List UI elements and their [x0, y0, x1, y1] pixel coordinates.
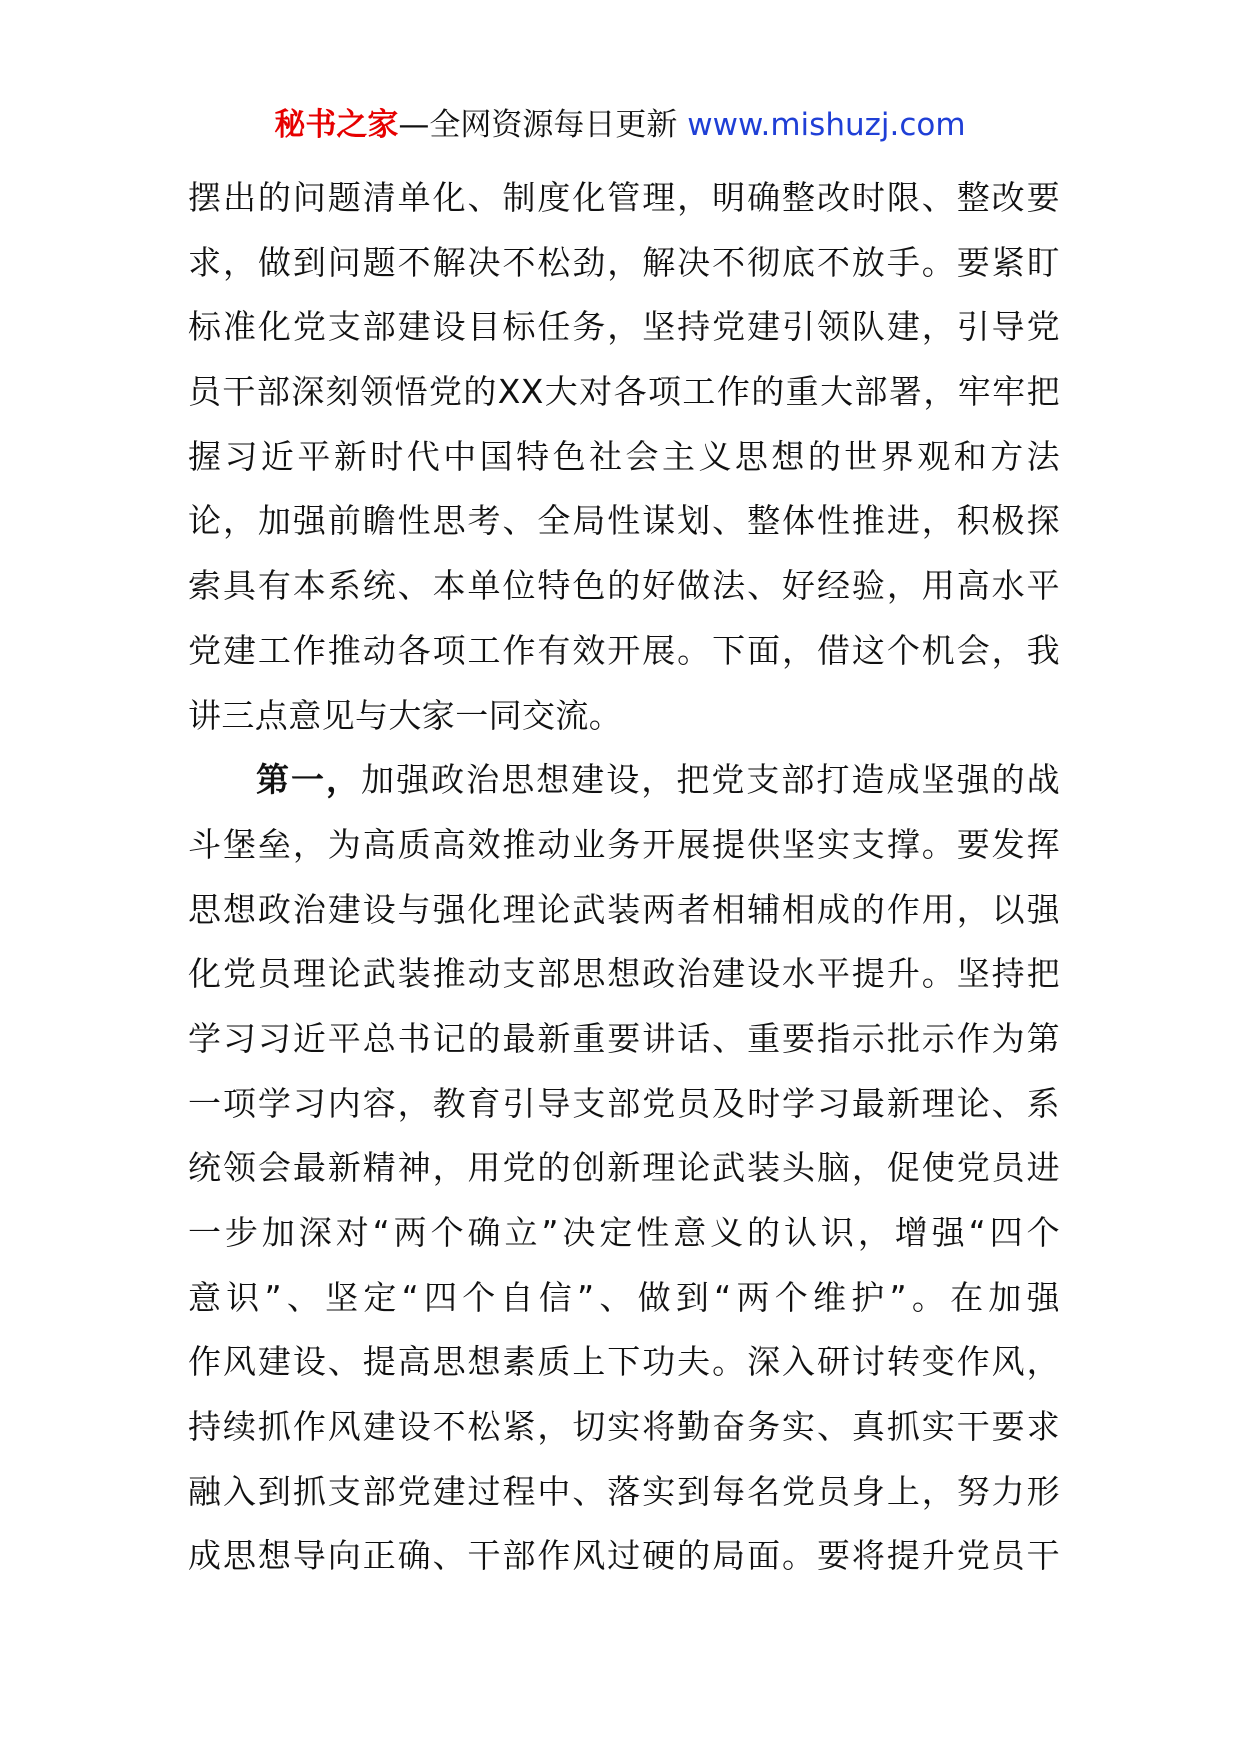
text-line: 作风建设、提高思想素质上下功夫。深入研讨转变作风，: [188, 1342, 1060, 1382]
text-line: 员干部深刻领悟党的XX大对各项工作的重大部署，牢牢把: [188, 372, 1060, 412]
text-line: 握习近平新时代中国特色社会主义思想的世界观和方法: [188, 436, 1060, 476]
paragraph-1: [188, 166, 1060, 748]
site-header: [0, 103, 1240, 147]
text-line: 求，做到问题不解决不松劲，解决不彻底不放手。要紧盯: [188, 242, 1060, 282]
text-line: 论，加强前瞻性思考、全局性谋划、整体性推进，积极探: [188, 501, 1060, 541]
text-line: 一项学习内容，教育引导支部党员及时学习最新理论、系: [188, 1083, 1060, 1123]
section-lead: 第一，: [256, 760, 362, 800]
text-line: 思想政治建设与强化理论武装两者相辅相成的作用，以强: [188, 889, 1060, 929]
text-line: 一步加深对“两个确立”决定性意义的认识，增强“四个: [188, 1213, 1060, 1252]
text-line: 持续抓作风建设不松紧，切实将勤奋务实、真抓实干要求: [188, 1407, 1060, 1447]
site-url-link[interactable]: www.mishuzj.com: [687, 107, 966, 143]
section-heading-text: 加强政治思想建设，把党支部打造成坚强的战: [361, 760, 1061, 800]
text-line: 党建工作推动各项工作有效开展。下面，借这个机会，我: [188, 630, 1060, 670]
site-tagline: —全网资源每日更新: [398, 107, 678, 143]
text-line: 成思想导向正确、干部作风过硬的局面。要将提升党员干: [188, 1536, 1060, 1576]
text-line: 意识”、坚定“四个自信”、做到“两个维护”。在加强: [188, 1277, 1060, 1317]
text-line: 标准化党支部建设目标任务，坚持党建引领队建，引导党: [188, 307, 1060, 347]
text-line: 融入到抓支部党建过程中、落实到每名党员身上，努力形: [188, 1471, 1060, 1511]
text-line: 索具有本系统、本单位特色的好做法、好经验，用高水平: [188, 566, 1060, 606]
text-line: 学习习近平总书记的最新重要讲话、重要指示批示作为第: [188, 1018, 1060, 1058]
text-line: 斗堡垒，为高质高效推动业务开展提供坚实支撑。要发挥: [188, 824, 1060, 864]
text-line: 摆出的问题清单化、制度化管理，明确整改时限、整改要: [188, 178, 1060, 217]
paragraph-2: [188, 748, 1060, 1589]
text-line: 统领会最新精神，用党的创新理论武装头脑，促使党员进: [188, 1148, 1060, 1188]
site-name: 秘书之家: [274, 107, 399, 143]
document-body: [188, 166, 1060, 1589]
text-line-first: [188, 748, 1060, 813]
text-line: 化党员理论武装推动支部思想政治建设水平提升。坚持把: [188, 954, 1060, 994]
text-line: 讲三点意见与大家一同交流。: [188, 695, 623, 735]
